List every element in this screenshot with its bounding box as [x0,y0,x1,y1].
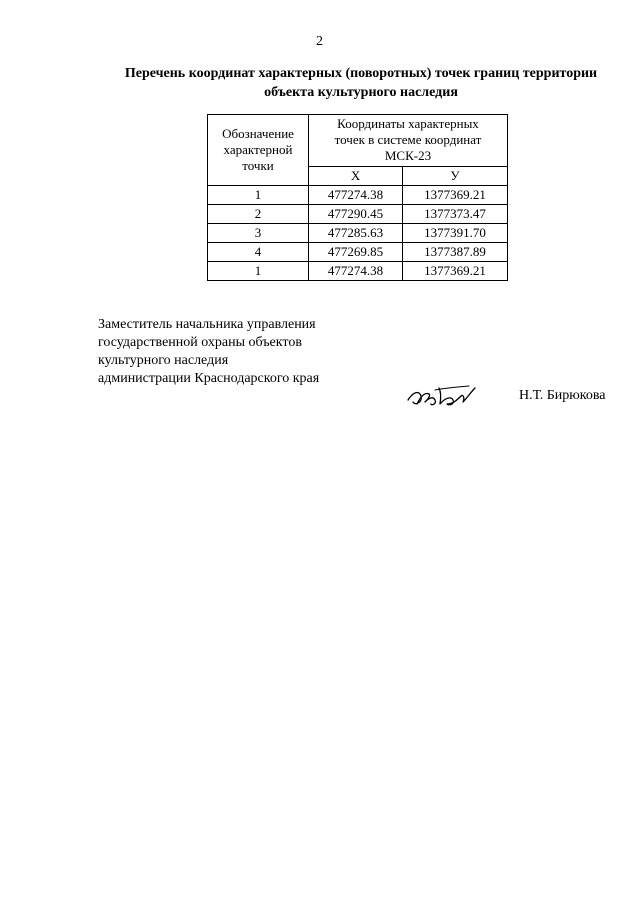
header-x: Х [309,166,403,185]
position-line: государственной охраны объектов [98,335,302,350]
header-y: У [403,166,508,185]
table-row [208,186,508,205]
x-cell: 477274.38 [309,262,403,281]
handwritten-signature [405,382,477,412]
signatory-position [98,316,319,388]
x-cell: 477274.38 [309,186,403,205]
x-cell: 477285.63 [309,224,403,243]
title-line-1: Перечень координат характерных (поворотных) точек границ территории [124,66,598,81]
coordinates-table [207,114,508,281]
point-cell: 4 [208,243,309,262]
header-coordinates: Координаты характерных точек в системе координат МСК-23 [309,115,508,167]
table-row [208,262,508,281]
y-cell: 1377387.89 [403,243,508,262]
y-cell: 1377373.47 [403,205,508,224]
position-line: Заместитель начальника управления [98,317,316,332]
x-cell: 477269.85 [309,243,403,262]
table-row [208,243,508,262]
y-cell: 1377369.21 [403,262,508,281]
x-cell: 477290.45 [309,205,403,224]
table-row [208,224,508,243]
table-row [208,205,508,224]
header-point-designation: Обозначение характерной точки [208,115,309,186]
position-line: администрации Краснодарского края [98,371,320,386]
y-cell: 1377391.70 [403,224,508,243]
y-cell: 1377369.21 [403,186,508,205]
point-cell: 2 [208,205,309,224]
position-line: культурного наследия [98,353,229,368]
document-title [96,64,626,102]
page-number: 2 [316,34,323,49]
point-cell: 3 [208,224,309,243]
title-line-2: объекта культурного наследия [264,85,458,100]
signer-name: Н.Т. Бирюкова [519,388,606,403]
point-cell: 1 [208,186,309,205]
point-cell: 1 [208,262,309,281]
